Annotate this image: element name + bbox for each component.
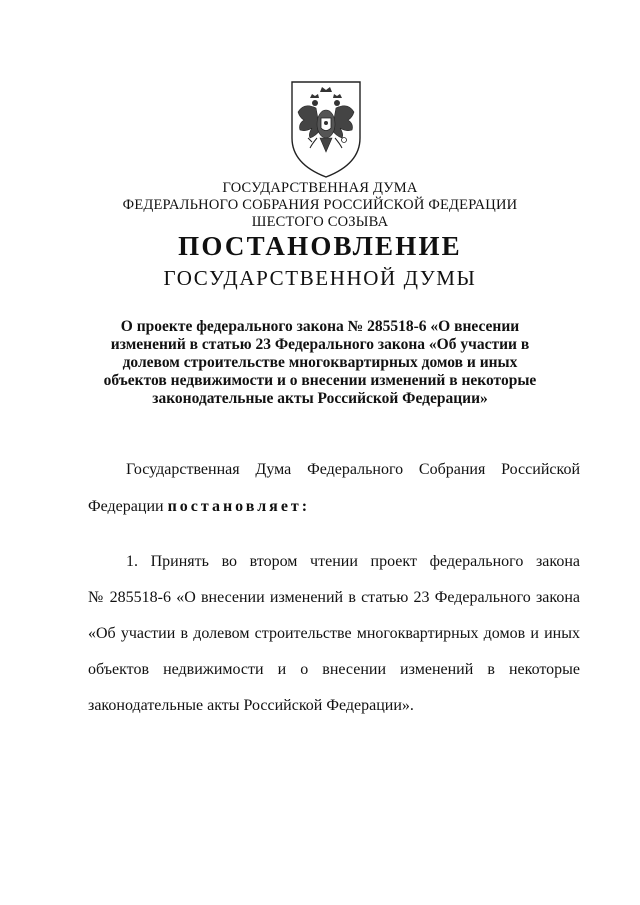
preamble-federation: Федерации (88, 498, 164, 515)
organization-name-line1: ГОСУДАРСТВЕННАЯ ДУМА (222, 180, 418, 196)
paragraph-1-line-5: законодательные акты Российской Федерации». (88, 697, 414, 714)
document-subtitle: ГОСУДАРСТВЕННОЙ ДУМЫ (163, 266, 477, 290)
subject-line-1: О проекте федерального закона № 285518-6 «О внесении (120, 318, 520, 335)
preamble-resolves: постановляет: (167, 498, 311, 515)
organization-name-line2: ФЕДЕРАЛЬНОГО СОБРАНИЯ РОССИЙСКОЙ ФЕДЕРАЦИИ (122, 197, 518, 213)
subject-line-3: долевом строительстве многоквартирных домов и иных (122, 354, 518, 371)
paragraph-1-line-4: объектов недвижимости и о внесении изменений в некоторые (88, 661, 580, 678)
subject-line-2: изменений в статью 23 Федерального закона «Об участии в (110, 336, 530, 353)
preamble-line-1: Государственная Дума Федерального Собрания Российской (126, 461, 580, 478)
paragraph-1-line-1: 1. Принять во втором чтении проект федерального закона (126, 553, 580, 570)
coat-of-arms-emblem (286, 78, 366, 180)
subject-line-4: объектов недвижимости и о внесении изменений в некоторые (103, 372, 537, 389)
paragraph-1-line-3: «Об участии в долевом строительстве многоквартирных домов и иных (88, 625, 580, 642)
paragraph-1-line-2: № 285518-6 «О внесении изменений в статью 23 Федерального закона (88, 589, 580, 606)
preamble-line-2 (88, 498, 310, 516)
document-title: ПОСТАНОВЛЕНИЕ (178, 231, 462, 261)
convocation-line: ШЕСТОГО СОЗЫВА (251, 214, 389, 230)
subject-line-5: законодательные акты Российской Федерации» (152, 390, 488, 407)
